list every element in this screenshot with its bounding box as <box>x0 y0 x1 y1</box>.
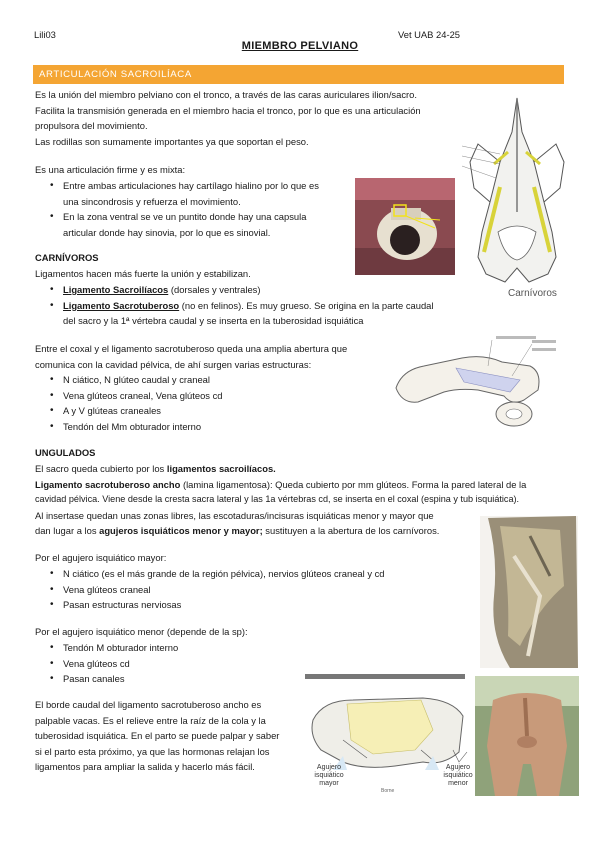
lateral-pelvis-ligament-drawing <box>392 330 560 432</box>
ungulados-heading: UNGULADOS <box>35 447 96 458</box>
list-item: • Ligamento Sacrotuberoso (no en felinos). Es muy grueso. Se origina en la parte caudal del sacro y la 1ª vértebra caudal y se inserta en la tuberosidad isquiática <box>35 298 435 329</box>
list-item: • Vena glúteos cd <box>35 656 178 672</box>
list-item: • Pasan estructuras nerviosas <box>35 597 385 613</box>
pelvis-dissection-photo <box>355 178 455 275</box>
intro-line: propulsora del movimiento. <box>35 120 148 131</box>
header-right: Vet UAB 24-25 <box>398 29 461 40</box>
header-left: Lili03 <box>34 29 56 40</box>
list-item: • Tendón del Mm obturador interno <box>35 419 223 435</box>
list-item: • Vena glúteos craneal <box>35 582 385 598</box>
menor-lead: Por el agujero isquiático menor (depende de la sp): <box>35 626 248 637</box>
intro-line: Facilita la transmisión generada en el miembro hacia el tronco, por lo que es una articulación <box>35 104 421 116</box>
list-item: • Pasan canales <box>35 671 178 687</box>
mayor-list <box>35 566 385 613</box>
mayor-lead: Por el agujero isquiático mayor: <box>35 552 167 563</box>
abertura-lead: Entre el coxal y el ligamento sacrotuberoso queda una amplia abertura que comunica con la cavidad pélvica, de ahí surgen varias estructuras: <box>35 343 348 370</box>
carnivoros-heading: CARNÍVOROS <box>35 252 99 263</box>
menor-list <box>35 640 178 687</box>
borde-paragraph: El borde caudal del ligamento sacrotuberoso ancho es palpable vacas. Es el relieve entre la raíz de la cola y la tuberosidad isquiática. En el parto se puede palpar y saber si el parto esta próximo, ya que las hormonas relajan los ligamentos para ampliar la salida y hacerlo más fácil. <box>35 699 280 772</box>
agujero-menor-label: Agujero isquiático menor <box>443 764 473 787</box>
intro-line: Es la unión del miembro pelviano con el tronco, a través de las caras auriculares ilion/sacro. <box>35 89 417 100</box>
agujero-mayor-label: Agujero isquiático mayor <box>314 764 344 787</box>
firm-lead: Es una articulación firme y es mixta: <box>35 164 186 175</box>
abertura-list <box>35 372 223 434</box>
list-item: • En la zona ventral se ve un puntito donde hay una capsula articular donde hay sinovia, por lo que es sinovial. <box>35 209 319 240</box>
list-item: • Ligamento Sacroilíacos (dorsales y ventrales) <box>35 282 435 298</box>
cow-rear-photo <box>475 676 579 796</box>
page-title: MIEMBRO PELVIANO <box>241 40 359 52</box>
list-item: • Vena glúteos craneal, Vena glúteos cd <box>35 388 223 404</box>
section-band: ARTICULACIÓN SACROILÍACA <box>33 65 564 84</box>
carnivoros-list <box>35 282 435 329</box>
carnivoros-image-label: Carnívoros <box>508 288 557 299</box>
intro-line: Las rodillas son sumamente importantes ya que soportan el peso. <box>35 135 309 147</box>
ungulate-pelvis-diagram <box>303 670 475 798</box>
diagram-bottom-label: Borne <box>381 788 395 794</box>
carnivore-pelvis-illustration <box>460 92 575 304</box>
intro-paragraph <box>35 87 421 149</box>
firm-list <box>35 178 319 240</box>
list-item: • Tendón M obturador interno <box>35 640 178 656</box>
list-item: • N ciático, N glúteo caudal y craneal <box>35 372 223 388</box>
ungulados-paragraph: El sacro queda cubierto por los ligamentos sacroilíacos. Ligamento sacrotuberoso ancho (lamina ligamentosa): Queda cubierto por mm glúteos. Forma la pared lateral de la cavidad pélvica. Viene desde la cresta sacra lateral y las 1a vértebras cd, se inserta en el coxal (espina y tub isquiática). Al insertase quedan unas zonas libres, las escotaduras/incisuras isquiáticas menor y mayor que dan lugar a los agujeros isquiáticos menor y mayor; sustituyen a la abertura de los carnívoros. <box>35 463 527 536</box>
list-item: • Entre ambas articulaciones hay cartílago hialino por lo que es una sincondrosis y refuerza el movimiento. <box>35 178 319 209</box>
gluteal-dissection-photo <box>480 516 578 668</box>
carnivoros-lead: Ligamentos hacen más fuerte la unión y estabilizan. <box>35 268 251 279</box>
list-item: • A y V glúteas craneales <box>35 403 223 419</box>
list-item: • N ciático (es el más grande de la región pélvica), nervios glúteos craneal y cd <box>35 566 385 582</box>
